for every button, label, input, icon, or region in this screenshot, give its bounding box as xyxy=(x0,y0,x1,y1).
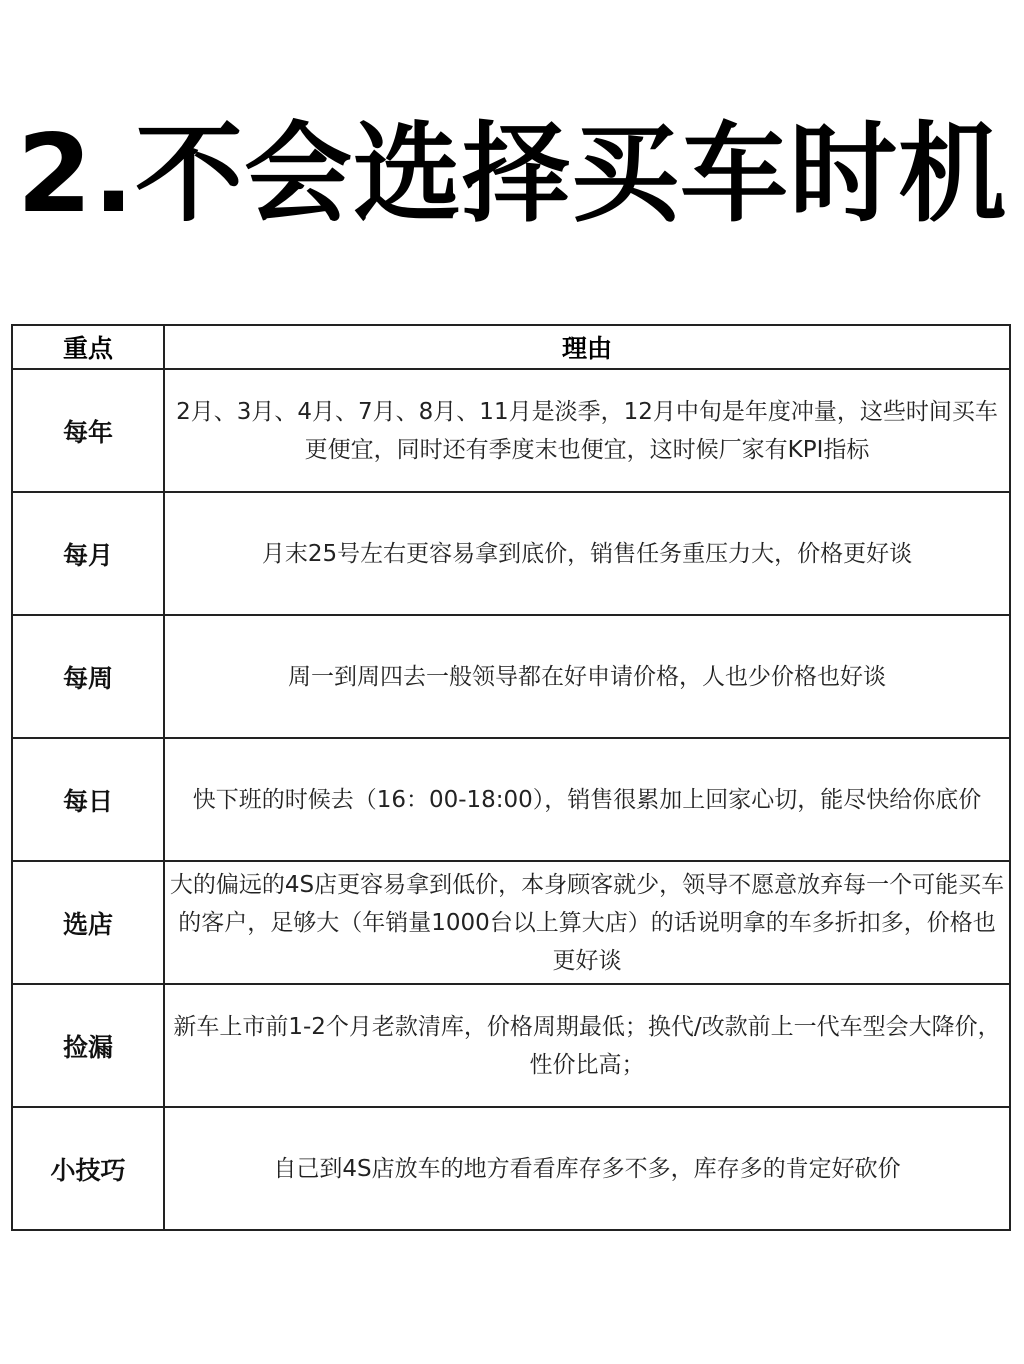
row-reason: 新车上市前1-2个月老款清库，价格周期最低；换代/改款前上一代车型会大降价，性价比高； xyxy=(164,984,1010,1107)
table-header-row xyxy=(12,325,1010,369)
row-reason: 月末25号左右更容易拿到底价，销售任务重压力大，价格更好谈 xyxy=(164,492,1010,615)
row-reason: 大的偏远的4S店更容易拿到低价，本身顾客就少，领导不愿意放弃每一个可能买车的客户，足够大（年销量1000台以上算大店）的话说明拿的车多折扣多，价格也更好谈 xyxy=(164,861,1010,984)
table-row xyxy=(12,861,1010,984)
table-row xyxy=(12,1107,1010,1230)
row-reason: 周一到周四去一般领导都在好申请价格，人也少价格也好谈 xyxy=(164,615,1010,738)
timing-table xyxy=(11,324,1011,1231)
row-key: 每周 xyxy=(12,615,164,738)
header-reason: 理由 xyxy=(164,325,1010,369)
row-key: 小技巧 xyxy=(12,1107,164,1230)
table-row xyxy=(12,369,1010,492)
row-key: 每年 xyxy=(12,369,164,492)
row-key: 捡漏 xyxy=(12,984,164,1107)
header-key: 重点 xyxy=(12,325,164,369)
table-row xyxy=(12,738,1010,861)
row-key: 选店 xyxy=(12,861,164,984)
page-title: 2.不会选择买车时机 xyxy=(16,112,1008,237)
table-row xyxy=(12,615,1010,738)
row-reason: 快下班的时候去（16：00-18:00），销售很累加上回家心切，能尽快给你底价 xyxy=(164,738,1010,861)
row-reason: 自己到4S店放车的地方看看库存多不多，库存多的肯定好砍价 xyxy=(164,1107,1010,1230)
row-key: 每月 xyxy=(12,492,164,615)
table-row xyxy=(12,492,1010,615)
row-reason: 2月、3月、4月、7月、8月、11月是淡季，12月中旬是年度冲量，这些时间买车更便宜，同时还有季度末也便宜，这时候厂家有KPI指标 xyxy=(164,369,1010,492)
row-key: 每日 xyxy=(12,738,164,861)
table-row xyxy=(12,984,1010,1107)
